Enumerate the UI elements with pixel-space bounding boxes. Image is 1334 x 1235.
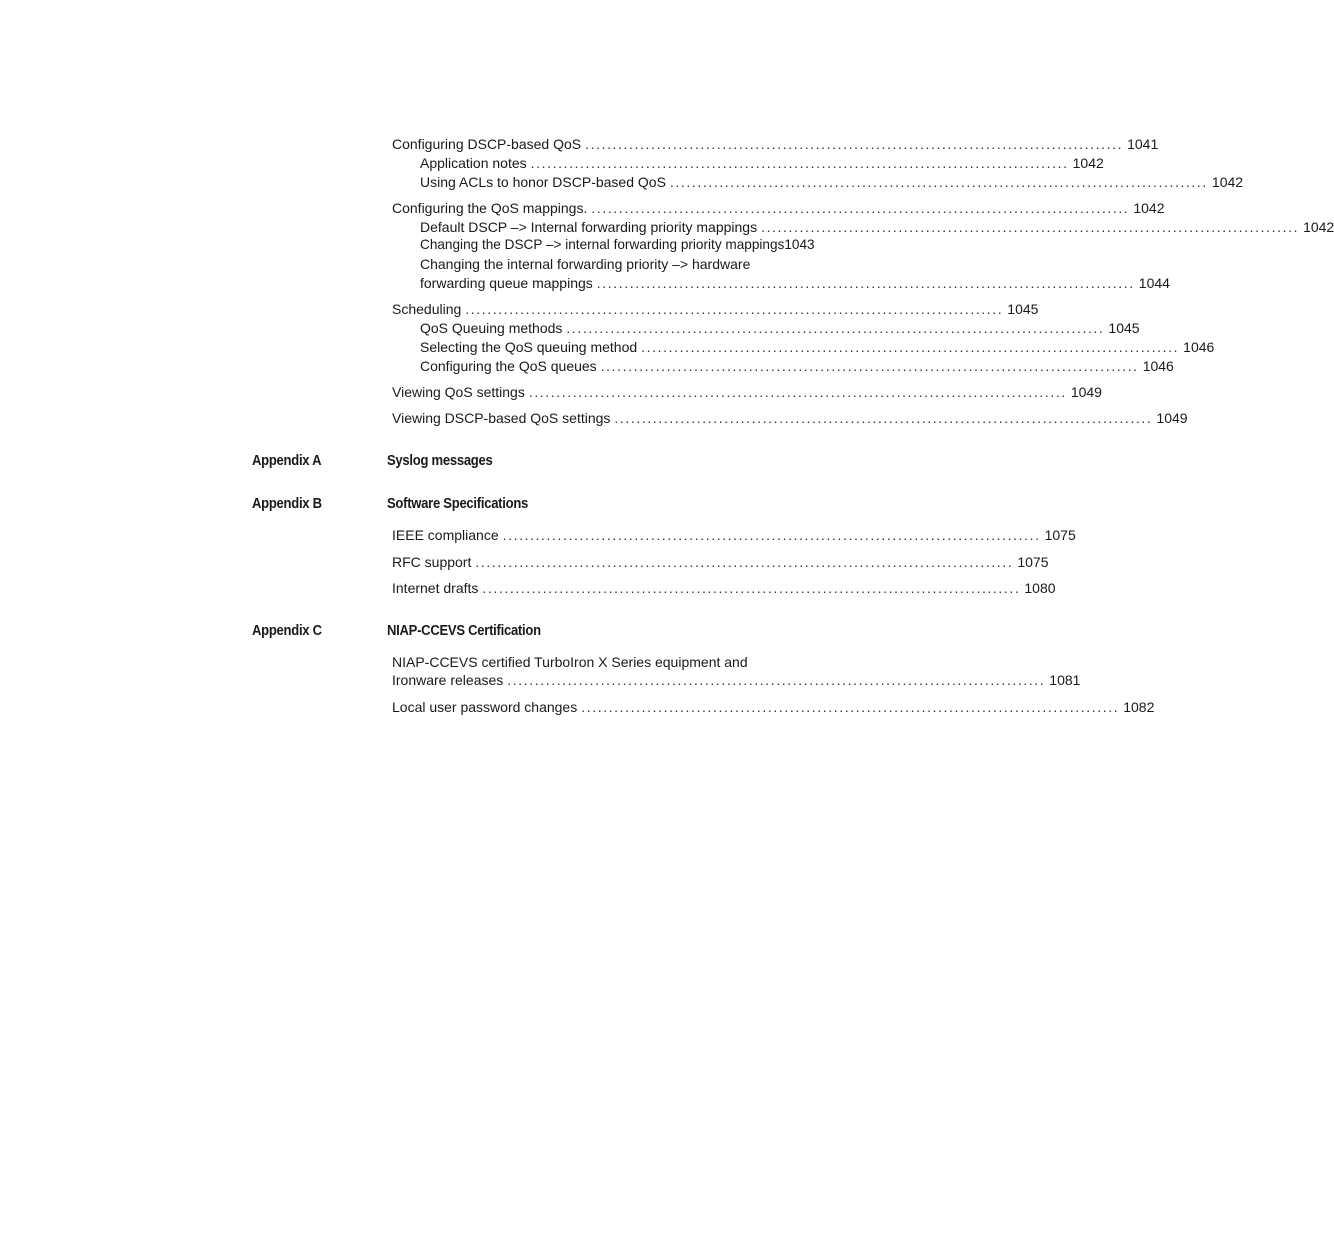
toc-entry-page: 1081 <box>1049 672 1081 688</box>
toc-entry-page: 1042 <box>1211 174 1244 190</box>
dot-leader: .................................................................................................. <box>585 136 1124 152</box>
toc-entry[interactable] <box>392 135 1159 153</box>
toc-entry[interactable] <box>392 409 1188 427</box>
dot-leader: .................................................................................................. <box>641 339 1180 355</box>
dot-leader: .................................................................................................. <box>614 410 1153 426</box>
dot-leader: .................................................................................................. <box>669 174 1208 190</box>
toc-entry-title: Ironware releases <box>392 672 504 688</box>
toc-entry-title: Application notes <box>420 155 527 171</box>
toc-entry-title: Configuring DSCP-based QoS <box>392 136 582 152</box>
toc-entry[interactable] <box>420 154 1104 172</box>
appendix-c-label: Appendix C <box>252 623 322 639</box>
dot-leader: .................................................................................................. <box>507 672 1046 688</box>
dot-leader: .................................................................................................. <box>581 699 1120 715</box>
toc-entry-page: 1049 <box>1070 384 1102 400</box>
toc-entry-page: 1045 <box>1007 301 1039 317</box>
toc-entry[interactable] <box>392 553 1049 571</box>
toc-entry-title: Changing the DSCP –> internal forwarding priority mappings <box>420 237 785 252</box>
toc-entry-page: 1042 <box>1072 155 1104 171</box>
toc-entry-page: 1046 <box>1183 339 1215 355</box>
toc-entry[interactable] <box>392 383 1102 401</box>
toc-entry-page: 1042 <box>1303 219 1334 235</box>
toc-entry-title-line1: NIAP-CCEVS certified TurboIron X Series equipment and <box>392 654 748 670</box>
toc-entry-title: RFC support <box>392 554 472 570</box>
toc-entry-title: QoS Queuing methods <box>420 320 563 336</box>
toc-entry-title-line1: Changing the internal forwarding priority –> hardware <box>420 256 751 272</box>
toc-entry-page: 1045 <box>1108 320 1140 336</box>
dot-leader: .................................................................................................. <box>475 554 1014 570</box>
toc-entry-page: 1046 <box>1142 358 1174 374</box>
dot-leader: .................................................................................................. <box>465 301 1004 317</box>
appendix-a-title[interactable]: Syslog messages <box>387 453 493 469</box>
toc-entry-title: Selecting the QoS queuing method <box>420 339 638 355</box>
toc-entry[interactable] <box>392 671 1081 689</box>
appendix-b-label: Appendix B <box>252 496 322 512</box>
toc-entry-title: Default DSCP –> Internal forwarding priority mappings <box>420 219 758 235</box>
appendix-b-title[interactable]: Software Specifications <box>387 496 529 512</box>
toc-entry-title: Scheduling <box>392 301 462 317</box>
toc-entry[interactable] <box>420 319 1140 337</box>
toc-entry-page: 1043 <box>784 237 815 252</box>
toc-entry[interactable] <box>392 579 1056 597</box>
toc-entry-page: 1041 <box>1127 136 1159 152</box>
toc-entry-title: Using ACLs to honor DSCP-based QoS <box>420 174 666 190</box>
toc-entry-line <box>392 653 748 671</box>
toc-entry-title: IEEE compliance <box>392 527 499 543</box>
toc-entry[interactable] <box>392 698 1155 716</box>
toc-entry-title: Configuring the QoS queues <box>420 358 597 374</box>
toc-entry[interactable] <box>392 199 1165 217</box>
dot-leader: .................................................................................................. <box>530 155 1069 171</box>
toc-entry[interactable] <box>420 173 1244 191</box>
appendix-c-title[interactable]: NIAP-CCEVS Certification <box>387 623 541 639</box>
dot-leader: .................................................................................................. <box>482 580 1021 596</box>
toc-entry-title: Viewing QoS settings <box>392 384 525 400</box>
toc-entry-page: 1082 <box>1123 699 1155 715</box>
toc-entry-title: forwarding queue mappings <box>420 275 593 291</box>
toc-entry-page: 1075 <box>1044 527 1076 543</box>
dot-leader: .................................................................................................. <box>761 219 1300 235</box>
toc-entry[interactable] <box>420 274 1170 292</box>
dot-leader: .................................................................................................. <box>600 358 1139 374</box>
toc-entry-title: Configuring the QoS mappings. <box>392 200 588 216</box>
toc-entry-page: 1049 <box>1156 410 1188 426</box>
toc-entry[interactable] <box>420 236 852 254</box>
toc-entry[interactable] <box>420 357 1174 375</box>
toc-entry-page: 1042 <box>1133 200 1165 216</box>
toc-entry[interactable] <box>392 300 1039 318</box>
dot-leader: .................................................................................................. <box>591 200 1130 216</box>
dot-leader: .................................................................................................. <box>566 320 1105 336</box>
dot-leader: .................................................................................................. <box>502 527 1041 543</box>
toc-entry[interactable] <box>420 338 1215 356</box>
toc-entry-line <box>420 255 750 273</box>
toc-entry-title: Local user password changes <box>392 699 578 715</box>
appendix-a-label: Appendix A <box>252 453 322 469</box>
dot-leader: .................................................................................................. <box>596 275 1135 291</box>
toc-entry-page: 1044 <box>1138 275 1170 291</box>
toc-entry-title: Internet drafts <box>392 580 479 596</box>
toc-entry[interactable] <box>420 218 1334 236</box>
toc-entry-title: Viewing DSCP-based QoS settings <box>392 410 611 426</box>
toc-entry-page: 1080 <box>1024 580 1056 596</box>
toc-entry[interactable] <box>392 526 1076 544</box>
toc-entry-page: 1075 <box>1017 554 1049 570</box>
dot-leader: .................................................................................................. <box>528 384 1067 400</box>
